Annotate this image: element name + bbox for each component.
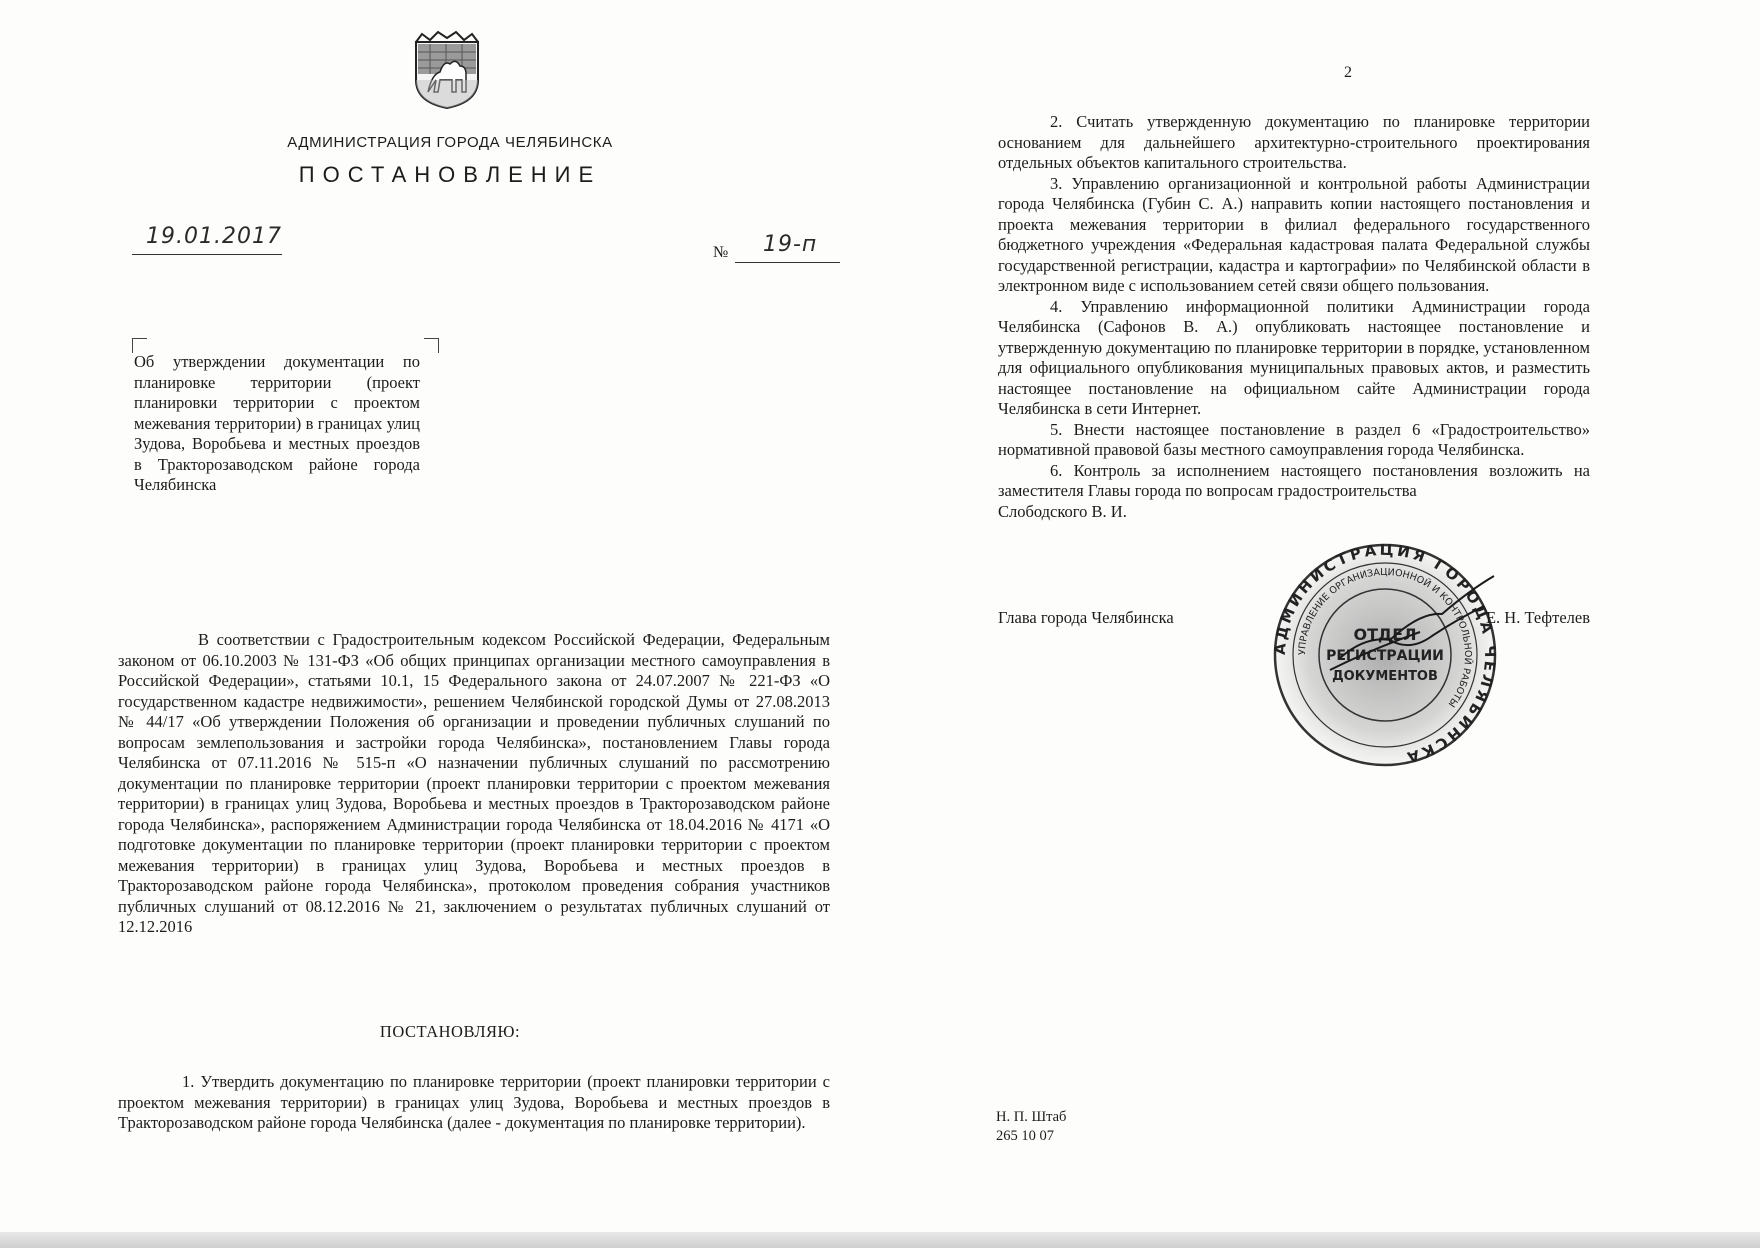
stamp-center-line-1: ОТДЕЛ (1353, 625, 1417, 644)
document-number: 19-п (763, 232, 818, 257)
document-date-field (132, 226, 282, 255)
signer-name: Е. Н. Тефтелев (1485, 608, 1590, 627)
registration-stamp-icon (1270, 540, 1500, 770)
item-6-paragraph: 6. Контроль за исполнением настоящего постановления возложить на заместителя Главы города по вопросам градостроительства (998, 460, 1590, 500)
page-2 (880, 0, 1760, 1232)
item-3-paragraph: 3. Управлению организационной и контрольной работы Администрации города Челябинска (Губин С. А.) направить копии настоящего постановления и проекта межевания территории в филиал федерального государственного бюджетного учреждения «Федеральная кадастровая палата Федеральной службы государственной регистрации, кадастра и картографии» по Челябинской области в электронном виде с использованием сетей связи общего пользования. (998, 173, 1590, 295)
page-2-body (998, 112, 1590, 522)
executor-name: Н. П. Штаб (996, 1109, 1067, 1125)
stamp-center-line-2: РЕГИСТРАЦИИ (1326, 648, 1444, 664)
subject-bracket-left (132, 338, 147, 353)
page-number: 2 (1344, 64, 1352, 81)
administration-name: АДМИНИСТРАЦИЯ ГОРОДА ЧЕЛЯБИНСКА (287, 134, 613, 151)
scanner-edge (0, 1232, 1760, 1248)
subject-bracket-right (424, 338, 439, 353)
signer-title: Глава города Челябинска (998, 608, 1174, 627)
document-type-title: ПОСТАНОВЛЕНИЕ (298, 162, 602, 187)
executor-phone: 265 10 07 (996, 1128, 1054, 1144)
preamble-paragraph: В соответствии с Градостроительным кодексом Российской Федерации, Федеральным законом от 06.10.2003 № 131-ФЗ «Об общих принципах организации местного самоуправления в Российской Федерации», статьями 10.1, 15 Федерального закона от 24.07.2007 № 221-ФЗ «О государственном кадастре недвижимости», решением Челябинской городской Думы от 27.08.2013 № 44/17 «Об утверждении Положения об организации и проведении публичных слушаний по вопросам землепользования и застройки города Челябинска», постановлением Главы города Челябинска от 07.11.2016 № 515-п «О назначении публичных слушаний по рассмотрению документации по планировке территории (проект планировки территории с проектом межевания территории) в границах улиц Зудова, Воробьева и местных проездов в Тракторозаводском районе города Челябинска», распоряжением Администрации города Челябинска от 18.04.2016 № 4171 «О подготовке документации по планировке территории (проект планировки территории с проектом межевания территории) в границах улиц Зудова, Воробьева и местных проездов в Тракторозаводском районе города Челябинска», протоколом проведения собрания участников публичных слушаний от 08.12.2016 № 21, заключением о результатах публичных слушаний от 12.12.2016 (118, 630, 830, 936)
item-6-continuation: Слободского В. И. (998, 501, 1127, 521)
document-subject: Об утверждении документации по планировке территории (проект планировки территории с проектом межевания территории) в границах улиц Зудова, Воробьева и местных проездов в Тракторозаводском районе города Челябинска (134, 352, 420, 494)
item-4-paragraph: 4. Управлению информационной политики Администрации города Челябинска (Сафонов В. А.) опубликовать настоящее постановление и утвержденную документацию по планировке территории в порядке, установленном для официального опубликования муниципальных правовых актов, и разместить настоящее постановление на официальном сайте Администрации города Челябинска в сети Интернет. (998, 296, 1590, 418)
number-label: № (713, 244, 729, 261)
document-date: 19.01.2017 (146, 224, 282, 249)
item-1-paragraph: 1. Утвердить документацию по планировке территории (проект планировки территории с проектом межевания территории) в границах улиц Зудова, Воробьева и местных проездов в Тракторозаводском районе города Челябинска (далее - документация по планировке территории). (118, 1072, 830, 1132)
decree-word: ПОСТАНОВЛЯЮ: (379, 1022, 521, 1041)
item-5-paragraph: 5. Внести настоящее постановление в раздел 6 «Градостроительство» нормативной правовой базы местного самоуправления города Челябинска. (998, 419, 1590, 459)
stamp-outer-ring-text: АДМИНИСТРАЦИЯ ГОРОДА ЧЕЛЯБИНСКА (1270, 540, 1500, 768)
chelyabinsk-coat-of-arms-icon (410, 30, 484, 110)
document-number-field (735, 232, 840, 263)
page-1 (0, 0, 880, 1232)
item-2-paragraph: 2. Считать утвержденную документацию по планировке территории основанием для дальнейшего архитектурно-строительного проектирования отдельных объектов капитального строительства. (998, 112, 1590, 172)
stamp-center-line-3: ДОКУМЕНТОВ (1332, 669, 1438, 684)
executor-info (996, 1108, 1066, 1146)
stamp-inner-ring-text: УПРАВЛЕНИЕ ОРГАНИЗАЦИОННОЙ И КОНТРОЛЬНОЙ РАБОТЫ (1296, 566, 1474, 709)
